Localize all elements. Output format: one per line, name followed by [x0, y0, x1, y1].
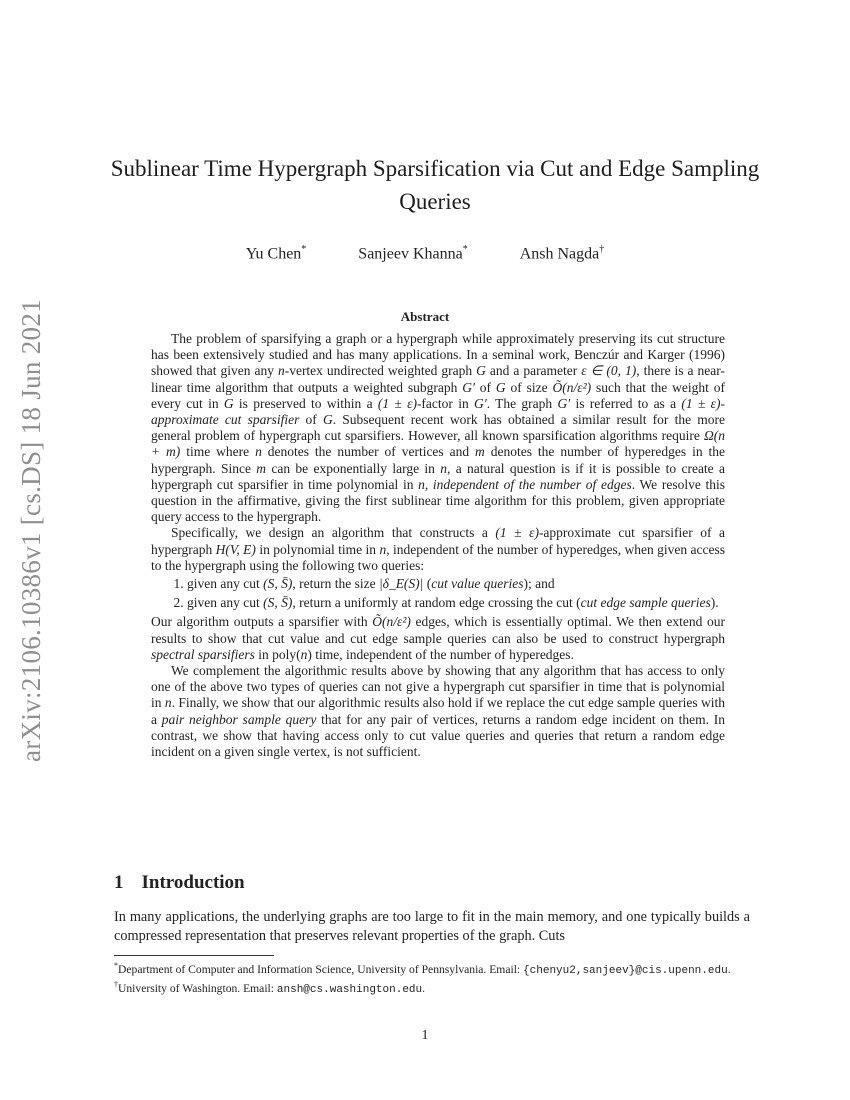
- list-item: 1. given any cut (S, S̄), return the size |δ_E(S)| (cut value queries); and: [187, 576, 725, 592]
- math: n: [418, 476, 425, 492]
- emphasis: independent of the number of edges: [432, 476, 632, 492]
- emphasis: -approximate cut sparsifier: [151, 395, 725, 428]
- author: [246, 244, 307, 263]
- abstract-paragraph: Specifically, we design an algorithm that constructs a (1 ± ε)-approximate cut sparsifier of a hypergraph H(V, E) in polynomial time in n, independent of the number of hyperedges, when given access to the hypergraph using the following two queries:: [151, 525, 725, 573]
- section-number: 1: [114, 872, 124, 893]
- intro-paragraph: In many applications, the underlying graphs are too large to fit in the main memory, and one typically builds a compressed representation that preserves relevant properties of the graph. Cuts: [114, 909, 750, 944]
- emphasis: pair neighbor sample query: [161, 711, 317, 727]
- math: n: [300, 646, 308, 662]
- math: n: [379, 541, 387, 557]
- section-title: Introduction: [141, 872, 245, 893]
- math: G′: [474, 395, 487, 411]
- page-number: 1: [421, 1028, 429, 1043]
- math: G: [223, 395, 234, 411]
- arxiv-identifier: arXiv:2106.10386v1 [cs.DS] 18 Jun 2021: [15, 298, 46, 762]
- author-mark: †: [599, 244, 605, 255]
- query-list: [151, 576, 725, 611]
- math: (1 ± ε): [495, 525, 539, 541]
- author: [358, 244, 467, 263]
- abstract-paragraph: The problem of sparsifying a graph or a hypergraph while approximately preserving its cut structure has been extensively studied and has many applications. In a seminal work, Benczúr and Karger (1996) showed that given any n-vertex undirected weighted graph G and a parameter ε ∈ (0, 1), there is a near-linear time algorithm that outputs a weighted subgraph G′ of G of size Õ(n/ε²) such that the weight of every cut in G is preserved to within a (1 ± ε)-factor in G′. The graph G′ is referred to as a (1 ± ε)-approximate cut sparsifier of G. Subsequent recent work has obtained a similar result for the more general problem of hypergraph cut sparsifiers. However, all known sparsification algorithms require Ω(n + m) time where n denotes the number of vertices and m denotes the number of hyperedges in the hypergraph. Since m can be exponentially large in n, a natural question is if it is possible to create a hypergraph cut sparsifier in time polynomial in n, independent of the number of edges. We resolve this question in the affirmative, giving the first sublinear time algorithm for this problem, given appropriate query access to the hypergraph.: [151, 331, 726, 525]
- abstract-heading: Abstract: [400, 309, 450, 324]
- abstract-paragraph: We complement the algorithmic results above by showing that any algorithm that has access to only one of the above two types of queries can not give a hypergraph cut sparsifier in time that is polynomial in n. Finally, we show that our algorithmic results also hold if we replace the cut edge sample queries with a pair neighbor sample query that for any pair of vertices, returns a random edge incident on them. In contrast, we show that having access only to cut value queries and queries that return a random edge incident on a given single vertex, is not sufficient.: [151, 663, 725, 760]
- footnote-mark: †: [114, 979, 118, 989]
- list-item: 2. given any cut (S, S̄), return a uniformly at random edge crossing the cut (cut edge sample queries).: [187, 595, 725, 611]
- abstract-body: [151, 331, 725, 760]
- author: [520, 244, 605, 263]
- author-name: Ansh Nagda: [519, 245, 600, 263]
- math: |δ_E(S)|: [378, 576, 424, 592]
- math: ε ∈ (0, 1): [581, 363, 637, 379]
- math: H(V, E): [215, 541, 256, 557]
- math: G: [495, 379, 506, 395]
- math: m: [256, 460, 267, 476]
- paper-title: Sublinear Time Hypergraph Sparsification via Cut and Edge Sampling Queries: [110, 156, 760, 214]
- math: G: [476, 363, 486, 379]
- author-list: [0, 244, 850, 263]
- math: n: [277, 363, 285, 379]
- math: n: [440, 460, 447, 476]
- footnotes: [114, 959, 750, 997]
- footnote-rule: [114, 955, 274, 956]
- author-mark: *: [301, 244, 307, 255]
- author-mark: *: [462, 244, 468, 255]
- math: (S, S̄): [263, 595, 293, 611]
- math: Ω(n + m): [151, 428, 725, 460]
- math: (S, S̄): [263, 576, 293, 592]
- math: G′: [557, 395, 571, 411]
- abstract-paragraph: Our algorithm outputs a sparsifier with Õ(n/ε²) edges, which is essentially optimal. We then extend our results to show that cut value and cut edge sample queries can also be used to construct hypergraph spectral sparsifiers in poly(n) time, independent of the number of hyperedges.: [151, 614, 725, 662]
- emphasis: cut edge sample queries: [580, 595, 711, 611]
- math: n: [164, 695, 172, 711]
- email-address: {chenyu2,sanjeev}@cis.upenn.edu: [523, 964, 728, 977]
- author-name: Sanjeev Khanna: [358, 245, 463, 263]
- math: (1 ± ε): [377, 395, 417, 411]
- math: G: [322, 412, 333, 428]
- math: m: [475, 444, 485, 460]
- emphasis: cut value queries: [431, 576, 524, 592]
- math: Õ(n/ε²): [552, 379, 592, 395]
- math: n: [255, 444, 262, 460]
- footnote-mark: *: [114, 961, 118, 970]
- math: (1 ± ε): [681, 395, 721, 411]
- math: G′: [462, 379, 475, 395]
- math: Õ(n/ε²): [372, 614, 411, 630]
- footnote: *Department of Computer and Information Science, University of Pennsylvania. Email: {chenyu2,sanjeev}@cis.upenn.edu.: [114, 961, 731, 977]
- author-name: Yu Chen: [245, 245, 302, 263]
- emphasis: spectral sparsifiers: [151, 646, 255, 662]
- section-heading: [114, 872, 245, 894]
- email-address: ansh@cs.washington.edu: [276, 983, 423, 996]
- footnote: †University of Washington. Email: ansh@cs.washington.edu.: [114, 979, 426, 996]
- arxiv-side-stamp: [6, 270, 56, 790]
